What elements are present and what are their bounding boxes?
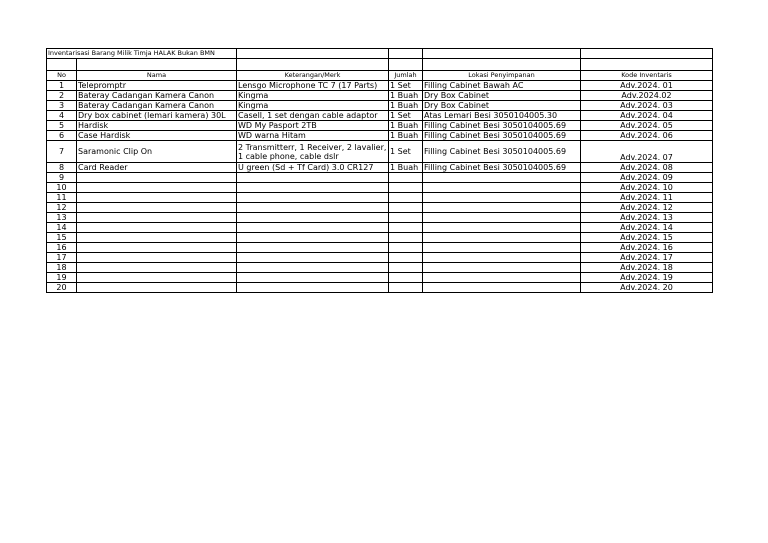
cell-keterangan[interactable]: 2 Transmitterr, 1 Receiver, 2 lavalier, 1 cable phone, cable dslr: [237, 141, 389, 163]
cell-lokasi[interactable]: Dry Box Cabinet: [423, 91, 581, 101]
cell-no[interactable]: 16: [47, 243, 77, 253]
table-row: [47, 273, 713, 283]
header-no[interactable]: No: [47, 71, 77, 81]
table-row: [47, 243, 713, 253]
cell-nama[interactable]: Hardisk: [77, 121, 237, 131]
cell[interactable]: [237, 49, 389, 59]
cell-keterangan[interactable]: WD warna Hitam: [237, 131, 389, 141]
sheet-title[interactable]: Inventarisasi Barang Milik Timja HALAK Bukan BMN: [47, 49, 237, 59]
cell-kode[interactable]: Adv.2024. 03: [581, 101, 713, 111]
cell-kode[interactable]: Adv.2024. 17: [581, 253, 713, 263]
cell-nama[interactable]: [77, 263, 237, 273]
cell-nama[interactable]: [77, 283, 237, 293]
cell-jumlah[interactable]: [389, 223, 423, 233]
cell-no[interactable]: 18: [47, 263, 77, 273]
header-lokasi[interactable]: Lokasi Penyimpanan: [423, 71, 581, 81]
header-keterangan[interactable]: Keterangan/Merk: [237, 71, 389, 81]
header-kode[interactable]: Kode Inventaris: [581, 71, 713, 81]
cell-nama[interactable]: [77, 213, 237, 223]
table-row: [47, 263, 713, 273]
table-row: [47, 173, 713, 183]
cell-lokasi[interactable]: [423, 233, 581, 243]
cell-nama[interactable]: [77, 243, 237, 253]
cell-no[interactable]: 20: [47, 283, 77, 293]
cell-jumlah[interactable]: [389, 233, 423, 243]
cell-kode[interactable]: Adv.2024. 11: [581, 193, 713, 203]
cell-nama[interactable]: Bateray Cadangan Kamera Canon: [77, 101, 237, 111]
cell-keterangan[interactable]: [237, 273, 389, 283]
cell-no[interactable]: 13: [47, 213, 77, 223]
cell-keterangan[interactable]: Kingma: [237, 91, 389, 101]
table-row: [47, 283, 713, 293]
cell-no[interactable]: 10: [47, 183, 77, 193]
cell-lokasi[interactable]: [423, 173, 581, 183]
cell-kode[interactable]: Adv.2024. 12: [581, 203, 713, 213]
cell-jumlah[interactable]: [389, 273, 423, 283]
cell-nama[interactable]: [77, 193, 237, 203]
table-row: [47, 131, 713, 141]
cell-lokasi[interactable]: [423, 243, 581, 253]
cell-nama[interactable]: [77, 273, 237, 283]
cell-jumlah[interactable]: [389, 263, 423, 273]
cell-keterangan[interactable]: Casell, 1 set dengan cable adaptor: [237, 111, 389, 121]
cell-keterangan[interactable]: [237, 243, 389, 253]
cell-keterangan[interactable]: [237, 203, 389, 213]
cell-lokasi[interactable]: Atas Lemari Besi 3050104005.30: [423, 111, 581, 121]
cell-kode[interactable]: Adv.2024. 16: [581, 243, 713, 253]
cell-nama[interactable]: [77, 173, 237, 183]
table-row: [47, 203, 713, 213]
cell-keterangan[interactable]: WD My Pasport 2TB: [237, 121, 389, 131]
cell-jumlah[interactable]: [389, 173, 423, 183]
cell-no[interactable]: 5: [47, 121, 77, 131]
cell-no[interactable]: 8: [47, 163, 77, 173]
cell-lokasi[interactable]: [423, 193, 581, 203]
table-row: [47, 233, 713, 243]
cell-keterangan[interactable]: [237, 183, 389, 193]
table-row: [47, 141, 713, 163]
header-jumlah[interactable]: Jumlah: [389, 71, 423, 81]
table-row: [47, 183, 713, 193]
cell-kode[interactable]: Adv.2024. 05: [581, 121, 713, 131]
cell-jumlah[interactable]: 1 Set: [389, 111, 423, 121]
cell-kode[interactable]: Adv.2024. 06: [581, 131, 713, 141]
table-row: [47, 253, 713, 263]
cell-nama[interactable]: [77, 183, 237, 193]
cell-lokasi[interactable]: [423, 203, 581, 213]
cell-kode[interactable]: Adv.2024. 19: [581, 273, 713, 283]
table-row: [47, 121, 713, 131]
cell-nama[interactable]: Bateray Cadangan Kamera Canon: [77, 91, 237, 101]
cell-kode[interactable]: Adv.2024. 20: [581, 283, 713, 293]
cell-kode[interactable]: Adv.2024. 01: [581, 81, 713, 91]
cell-keterangan[interactable]: [237, 253, 389, 263]
cell-keterangan[interactable]: Kingma: [237, 101, 389, 111]
cell-keterangan[interactable]: Lensgo Microphone TC 7 (17 Parts): [237, 81, 389, 91]
cell-nama[interactable]: Case Hardisk: [77, 131, 237, 141]
cell-nama[interactable]: Dry box cabinet (lemari kamera) 30L: [77, 111, 237, 121]
cell-jumlah[interactable]: 1 Buah: [389, 121, 423, 131]
cell-lokasi[interactable]: [423, 213, 581, 223]
cell-nama[interactable]: [77, 233, 237, 243]
inventory-table: [46, 48, 713, 293]
cell-keterangan[interactable]: U green (Sd + Tf Card) 3.0 CR127: [237, 163, 389, 173]
cell[interactable]: [423, 49, 581, 59]
header-nama[interactable]: Nama: [77, 71, 237, 81]
cell-kode[interactable]: Adv.2024. 13: [581, 213, 713, 223]
cell-keterangan[interactable]: [237, 223, 389, 233]
cell-lokasi[interactable]: [423, 253, 581, 263]
cell-lokasi[interactable]: [423, 283, 581, 293]
cell-keterangan[interactable]: [237, 213, 389, 223]
cell-no[interactable]: 9: [47, 173, 77, 183]
cell-jumlah[interactable]: [389, 213, 423, 223]
cell[interactable]: [581, 59, 713, 71]
cell-keterangan[interactable]: [237, 263, 389, 273]
cell-no[interactable]: 14: [47, 223, 77, 233]
cell-lokasi[interactable]: Filling Cabinet Besi 3050104005.69: [423, 121, 581, 131]
cell-kode[interactable]: Adv.2024. 09: [581, 173, 713, 183]
cell-kode[interactable]: Adv.2024. 10: [581, 183, 713, 193]
cell-jumlah[interactable]: 1 Set: [389, 141, 423, 163]
cell-lokasi[interactable]: Dry Box Cabinet: [423, 101, 581, 111]
cell-jumlah[interactable]: [389, 243, 423, 253]
cell-kode[interactable]: Adv.2024.02: [581, 91, 713, 101]
cell[interactable]: [581, 49, 713, 59]
table-row: [47, 111, 713, 121]
cell[interactable]: [47, 59, 77, 71]
table-row: [47, 213, 713, 223]
cell-jumlah[interactable]: [389, 283, 423, 293]
cell[interactable]: [389, 59, 423, 71]
cell[interactable]: [237, 59, 389, 71]
cell-no[interactable]: 6: [47, 131, 77, 141]
cell[interactable]: [389, 49, 423, 59]
cell-nama[interactable]: [77, 223, 237, 233]
cell-jumlah[interactable]: 1 Buah: [389, 163, 423, 173]
cell-lokasi[interactable]: Filling Cabinet Bawah AC: [423, 81, 581, 91]
cell-no[interactable]: 7: [47, 141, 77, 163]
cell-jumlah[interactable]: 1 Buah: [389, 91, 423, 101]
cell-no[interactable]: 2: [47, 91, 77, 101]
cell-no[interactable]: 3: [47, 101, 77, 111]
cell-lokasi[interactable]: Filling Cabinet Besi 3050104005.69: [423, 131, 581, 141]
cell-kode[interactable]: Adv.2024. 07: [581, 141, 713, 163]
cell-keterangan[interactable]: [237, 283, 389, 293]
cell-nama[interactable]: Telepromptr: [77, 81, 237, 91]
table-row: [47, 91, 713, 101]
cell-kode[interactable]: Adv.2024. 08: [581, 163, 713, 173]
table-row: [47, 163, 713, 173]
cell-keterangan[interactable]: [237, 193, 389, 203]
cell-jumlah[interactable]: 1 Buah: [389, 131, 423, 141]
cell-kode[interactable]: Adv.2024. 18: [581, 263, 713, 273]
cell-jumlah[interactable]: [389, 183, 423, 193]
cell-jumlah[interactable]: [389, 203, 423, 213]
cell-lokasi[interactable]: [423, 263, 581, 273]
cell-keterangan[interactable]: [237, 233, 389, 243]
cell-lokasi[interactable]: [423, 273, 581, 283]
cell-lokasi[interactable]: [423, 223, 581, 233]
cell-lokasi[interactable]: [423, 183, 581, 193]
header-row: [47, 71, 713, 81]
cell-no[interactable]: 4: [47, 111, 77, 121]
table-row: [47, 223, 713, 233]
cell-nama[interactable]: [77, 253, 237, 263]
cell-kode[interactable]: Adv.2024. 04: [581, 111, 713, 121]
cell-nama[interactable]: Card Reader: [77, 163, 237, 173]
cell-no[interactable]: 12: [47, 203, 77, 213]
cell[interactable]: [423, 59, 581, 71]
cell-no[interactable]: 19: [47, 273, 77, 283]
cell-no[interactable]: 15: [47, 233, 77, 243]
cell[interactable]: [77, 59, 237, 71]
cell-lokasi[interactable]: Filling Cabinet Besi 3050104005.69: [423, 163, 581, 173]
cell-keterangan[interactable]: [237, 173, 389, 183]
cell-jumlah[interactable]: 1 Set: [389, 81, 423, 91]
table-row: [47, 193, 713, 203]
cell-no[interactable]: 17: [47, 253, 77, 263]
cell-no[interactable]: 1: [47, 81, 77, 91]
cell-kode[interactable]: Adv.2024. 14: [581, 223, 713, 233]
cell-nama[interactable]: [77, 203, 237, 213]
cell-jumlah[interactable]: [389, 193, 423, 203]
table-row: [47, 81, 713, 91]
cell-nama[interactable]: Saramonic Clip On: [77, 141, 237, 163]
cell-lokasi[interactable]: Filling Cabinet Besi 3050104005.69: [423, 141, 581, 163]
cell-no[interactable]: 11: [47, 193, 77, 203]
cell-jumlah[interactable]: [389, 253, 423, 263]
table-row: [47, 101, 713, 111]
cell-kode[interactable]: Adv.2024. 15: [581, 233, 713, 243]
cell-jumlah[interactable]: 1 Buah: [389, 101, 423, 111]
